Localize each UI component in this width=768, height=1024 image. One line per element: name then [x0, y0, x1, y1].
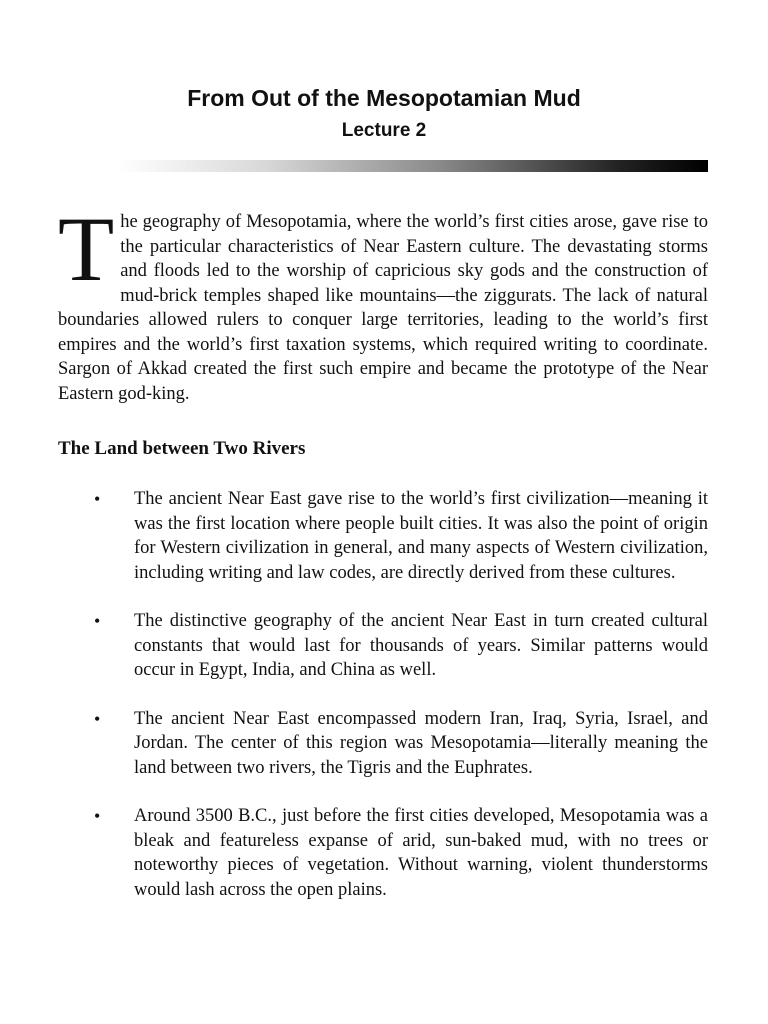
intro-text: he geography of Mesopotamia, where the world’s first cities arose, gave rise to the particular characteristics of Near Eastern culture. The devastating storms and floods led to the worship of capricious sky gods and the construction of mud-brick temples shaped like mountains—the ziggurats. The lack of natural boundaries allowed rulers to conquer large territories, leading to the world’s first empires and the world’s first taxation systems, which required writing to coordinate. Sargon of Akkad created the first such empire and became the prototype of the Near Eastern god-king. — [58, 212, 708, 404]
bullet-icon: • — [94, 708, 101, 729]
bullet-icon: • — [94, 611, 101, 631]
lecture-number: Lecture 2 — [341, 120, 427, 141]
bullet-icon: • — [94, 489, 101, 509]
bullet-text: The ancient Near East encompassed modern Iran, Iraq, Syria, Israel, and Jordan. The center of this region was Mesopotamia—literally meaning the land between two rivers, the Tigris and the Euphrates. — [134, 708, 708, 778]
bullet-text: The ancient Near East gave rise to the world’s first civilization—meaning it was the first location where people built cities. It was also the point of origin for Western civilization in general, and many aspects of Western civilization, including writing and law codes, are directly derived from these cultures. — [134, 489, 708, 583]
bullet-text: The distinctive geography of the ancient Near East in turn created cultural constants that would last for thousands of years. Similar patterns would occur in Egypt, India, and China as well. — [134, 611, 708, 680]
list-item — [0, 609, 768, 683]
drop-cap: T — [58, 198, 115, 300]
list-item — [0, 804, 768, 902]
section-heading: The Land between Two Rivers — [58, 438, 306, 459]
list-item — [0, 707, 768, 781]
bullet-text: Around 3500 B.C., just before the first cities developed, Mesopotamia was a bleak and featureless expanse of arid, sun-baked mud, with no trees or noteworthy pieces of vegetation. Without warning, violent thunderstorms would lash across the open plains. — [134, 806, 708, 900]
lecture-title: From Out of the Mesopotamian Mud — [187, 85, 581, 111]
intro-paragraph — [58, 198, 708, 406]
bullet-icon: • — [94, 806, 101, 826]
gradient-divider — [118, 160, 708, 172]
list-item — [0, 487, 768, 585]
bullet-list — [0, 487, 768, 926]
